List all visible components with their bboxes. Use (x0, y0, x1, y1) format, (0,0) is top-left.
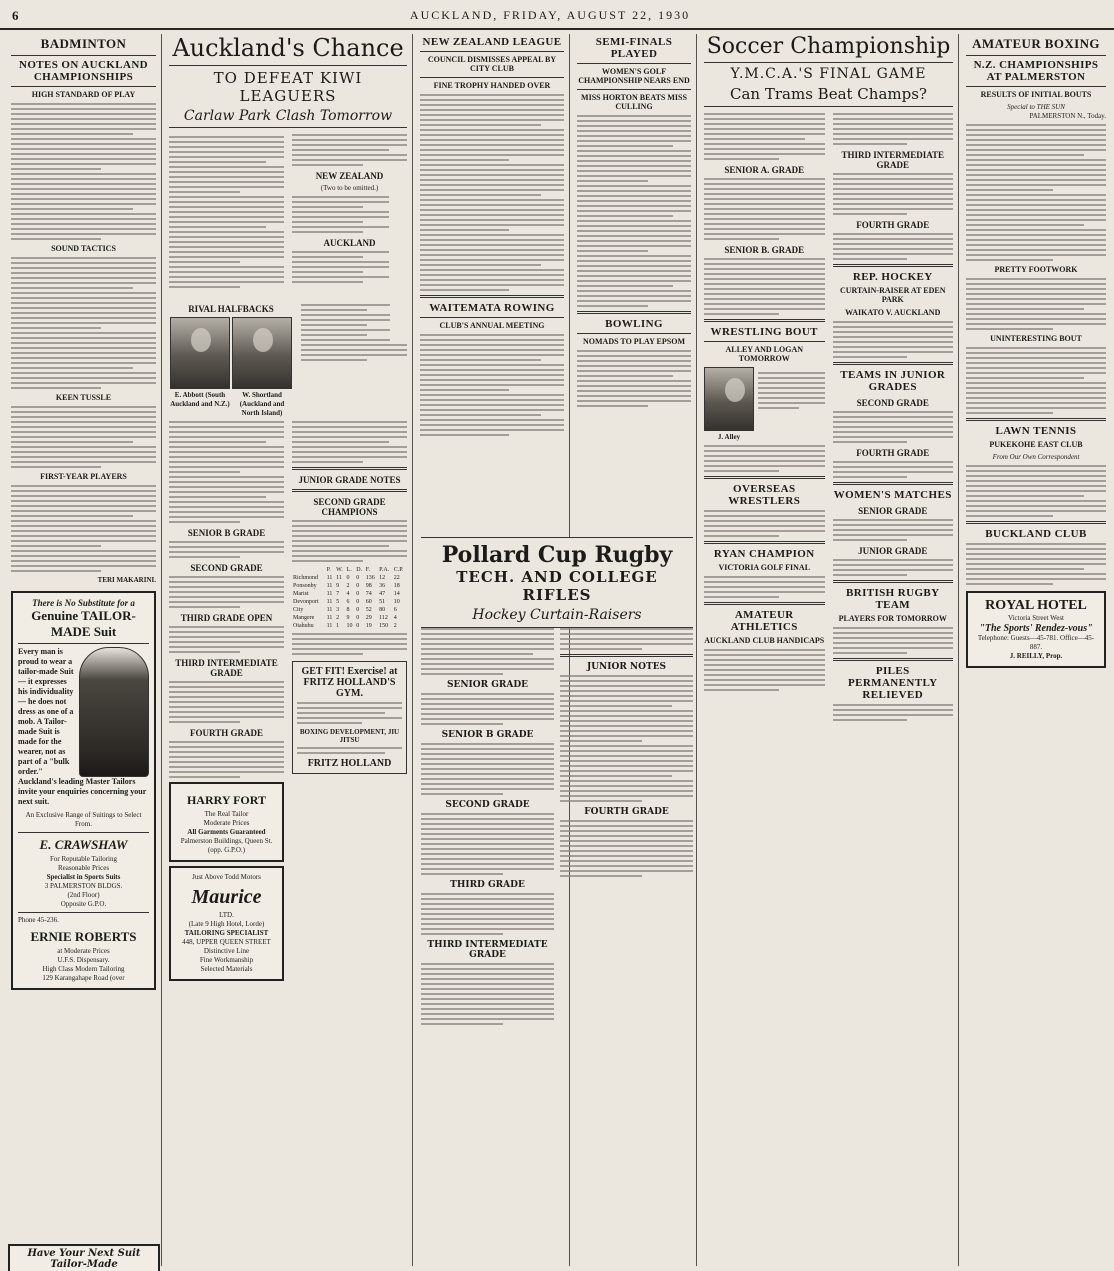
pollard-subtitle: TECH. AND COLLEGE RIFLES (456, 568, 658, 604)
article-body (704, 510, 825, 537)
nz-league-heading: NEW ZEALAND LEAGUE (422, 36, 562, 48)
results-cell: 11 (326, 575, 333, 581)
results-cell: 11 (326, 599, 333, 605)
rep-hockey-heading: REP. HOCKEY (852, 271, 933, 283)
pollard-junior-notes-heading: JUNIOR NOTES (586, 662, 667, 672)
keen-tussle-heading: KEEN TUSSLE (55, 393, 112, 402)
crawshaw-line: 3 PALMERSTON BLDGS. (44, 882, 123, 890)
bowling-subheading: NOMADS TO PLAY EPSOM (582, 337, 685, 346)
results-cell: 136 (365, 575, 375, 581)
results-cell: 150 (379, 623, 389, 629)
article-body (421, 743, 554, 795)
results-header-cell: P. (326, 567, 331, 573)
results-cell: 11 (326, 583, 333, 589)
royal-hotel-phone: Telephone: Guests—45-781. Office—45-887. (977, 634, 1095, 651)
results-cell: 29 (365, 615, 372, 621)
column-league (164, 34, 413, 1266)
results-row (292, 590, 407, 598)
royal-hotel-name: ROYAL HOTEL (985, 598, 1087, 613)
article-body (577, 115, 691, 307)
first-year-heading: FIRST-YEAR PLAYERS (40, 472, 127, 481)
results-cell: 11 (336, 575, 342, 581)
results-row (292, 614, 407, 622)
waitemata-heading: WAITEMATA ROWING (429, 302, 555, 314)
royal-hotel-ad (966, 591, 1106, 668)
results-cell: Ponsonby (293, 583, 317, 589)
fritz-holland-ad (292, 661, 407, 774)
article-body (833, 113, 954, 145)
results-cell: 9 (346, 615, 350, 621)
buckland-heading: BUCKLAND CLUB (985, 528, 1087, 540)
abbott-caption: E. Abbott (South Auckland and N.Z.) (170, 391, 230, 408)
maurice-line: Fine Workmanship (199, 956, 254, 964)
page-header (0, 0, 1114, 30)
page-number: 6 (12, 8, 19, 23)
article-body (833, 173, 954, 215)
badminton-subheading-2: HIGH STANDARD OF PLAY (31, 90, 136, 99)
jt-fourth-heading: FOURTH GRADE (856, 448, 930, 458)
nz-league-subheading-2: FINE TROPHY HANDED OVER (433, 81, 551, 90)
results-body (292, 574, 407, 630)
british-rugby-subheading: PLAYERS FOR TOMORROW (838, 614, 947, 623)
tailor-ad-title: There is No Substitute for a (32, 598, 135, 608)
results-cell: 0 (356, 623, 360, 629)
harry-line: The Real Tailor (204, 810, 249, 818)
article-body (560, 675, 693, 802)
results-cell: 9 (336, 583, 340, 589)
tailor-ad-range: An Exclusive Range of Suitings to Select From. (25, 811, 142, 828)
results-header-row (292, 566, 407, 574)
article-body (704, 258, 825, 315)
uninteresting-bout-heading: UNINTERESTING BOUT (990, 334, 1082, 343)
alley-photo (704, 367, 754, 431)
league-subtitle-2: Carlaw Park Clash Tomorrow (183, 108, 393, 124)
results-cell: 4 (346, 591, 350, 597)
article-body (421, 963, 554, 1025)
article-body (11, 103, 156, 240)
article-body (292, 421, 407, 463)
article-body (966, 543, 1106, 585)
article-body (966, 124, 1106, 261)
results-cell: 80 (379, 607, 386, 613)
pollard-senior-heading: SENIOR GRADE (446, 680, 529, 690)
suit-illustration (79, 647, 149, 777)
boxing-dateline: PALMERSTON N., Today. (1029, 112, 1106, 120)
ernie-line: High Class Modern Tailoring (42, 965, 125, 973)
results-cell: Richmond (293, 575, 318, 581)
team-nz-note: (Two to be omitted.) (320, 184, 379, 192)
results-cell: 11 (326, 615, 333, 621)
tailor-ad-body: Every man is proud to wear a tailor-made Suit — it expresses his individuality — he does not dress as one of a mob. A Tailor-made Suit is made for the wearer, not as part of a "bulk order." Auckland's leading Master Tailors invite your enquiries concerning your next suit. (18, 647, 147, 806)
results-row (292, 598, 407, 606)
article-body (704, 576, 825, 598)
results-cell: 8 (346, 607, 350, 613)
results-cell: 2 (393, 623, 397, 629)
maurice-line: (Late 9 High Hotel, Lorde) (188, 920, 265, 928)
fritz-name: FRITZ HOLLAND (307, 758, 392, 769)
column-badminton (6, 34, 162, 1266)
article-body (421, 628, 554, 675)
wm-senior-heading: SENIOR GRADE (858, 506, 928, 516)
article-body (421, 893, 554, 935)
results-header-cell: F. (365, 567, 371, 573)
soccer-title: Soccer Championship (706, 34, 951, 59)
junior-teams-heading: TEAMS IN JUNIOR GRADES (840, 369, 946, 393)
article-body (833, 559, 954, 576)
golf-heading: SEMI-FINALS PLAYED (595, 36, 673, 60)
column-soccer (699, 34, 959, 1266)
piles-heading: PILES PERMANENTLY RELIEVED (847, 665, 938, 701)
results-cell: Marist (293, 591, 309, 597)
pollard-cup-article (421, 537, 693, 628)
results-row (292, 606, 407, 614)
second-grade-heading: SECOND GRADE (190, 563, 263, 573)
article-body (833, 704, 954, 721)
league-subtitle: TO DEFEAT KIWI LEAGUERS (213, 69, 363, 105)
crawshaw-line: Specialist in Sports Suits (46, 873, 121, 881)
results-cell: 11 (326, 623, 333, 629)
ernie-line: 129 Karangahape Road (over (42, 974, 125, 982)
team-nz-heading: NEW ZEALAND (315, 171, 384, 181)
tailor-ad-title-2: Genuine TAILOR-MADE Suit (31, 608, 136, 639)
golf-subheading: WOMEN'S GOLF CHAMPIONSHIP NEARS END (578, 67, 690, 85)
maurice-name: Maurice (191, 886, 262, 908)
results-header-cell: C.P. (393, 567, 404, 573)
article-body (169, 576, 284, 608)
results-cell: 0 (356, 599, 360, 605)
article-body (292, 134, 407, 166)
third-grade-open-heading: THIRD GRADE OPEN (180, 613, 273, 623)
crawshaw-line: For Reputable Tailoring (49, 855, 118, 863)
maurice-tag: Just Above Todd Motors (192, 873, 261, 881)
article-body (420, 334, 564, 436)
junior-notes-heading: JUNIOR GRADE NOTES (298, 475, 401, 485)
results-cell: 74 (365, 591, 372, 597)
article-body (421, 693, 554, 725)
athletics-heading: AMATEUR ATHLETICS (730, 609, 798, 633)
ernie-phone: Phone 45-236. (18, 916, 59, 924)
article-body (704, 113, 825, 160)
tailor-ad (11, 591, 156, 990)
overseas-wrestlers-heading: OVERSEAS WRESTLERS (728, 483, 801, 507)
article-body (704, 178, 825, 240)
senior-a-heading: SENIOR A. GRADE (724, 165, 805, 175)
boxing-subheading-2: RESULTS OF INITIAL BOUTS (980, 90, 1092, 99)
article-body (169, 541, 284, 558)
crawshaw-name: E. CRAWSHAW (39, 837, 128, 852)
article-body (169, 421, 284, 523)
nz-league-subheading: COUNCIL DISMISSES APPEAL BY CITY CLUB (427, 55, 557, 73)
maurice-line: Distinctive Line (203, 947, 250, 955)
badminton-subheading: NOTES ON AUCKLAND CHAMPIONSHIPS (18, 59, 149, 83)
article-body (292, 520, 407, 562)
results-cell: City (293, 607, 304, 613)
fritz-title: GET FIT! Exercise! at FRITZ HOLLAND'S GYM. (301, 666, 398, 699)
team-list (292, 251, 407, 283)
third-intermediate-heading: THIRD INTERMEDIATE GRADE (175, 658, 278, 678)
ryan-champion-heading: RYAN CHAMPION (713, 548, 815, 560)
article-body (833, 411, 954, 443)
results-cell: 36 (379, 583, 386, 589)
results-table (292, 566, 407, 630)
results-cell: Otahuhu (293, 623, 314, 629)
jt-second-heading: SECOND GRADE (856, 398, 929, 408)
results-cell: 51 (379, 599, 386, 605)
fritz-line: BOXING DEVELOPMENT, JIU JITSU (299, 728, 400, 744)
harry-fort-name: HARRY FORT (186, 793, 267, 807)
maurice-line: LTD. (219, 911, 234, 919)
results-cell: 10 (346, 623, 353, 629)
royal-hotel-tag: "The Sports' Rendez-vous" (979, 623, 1093, 634)
results-cell: 4 (393, 615, 397, 621)
results-cell: 3 (336, 607, 340, 613)
article-body (966, 465, 1106, 517)
results-header-cell: D. (356, 567, 363, 573)
ernie-name: ERNIE ROBERTS (30, 929, 137, 944)
golf-subheading-2: MISS HORTON BEATS MISS CULLING (581, 93, 687, 111)
article-body (11, 485, 156, 572)
pretty-footwork-heading: PRETTY FOOTWORK (994, 265, 1078, 274)
results-header-cell (292, 566, 326, 574)
shortland-caption: W. Shortland (Auckland and North Island) (239, 391, 285, 417)
royal-hotel-owner: J. REILLY, Prop. (1009, 652, 1063, 660)
article-body (169, 626, 284, 653)
ryan-subheading: VICTORIA GOLF FINAL (718, 563, 811, 572)
tailor-ad-footer: Have Your Next Suit Tailor-Made (8, 1244, 160, 1271)
results-cell: 98 (365, 583, 372, 589)
rep-hockey-subheading: CURTAIN-RAISER AT EDEN PARK (839, 286, 946, 304)
waitemata-subheading: CLUB'S ANNUAL MEETING (439, 321, 545, 330)
article-body (421, 813, 554, 875)
results-cell: 47 (379, 591, 386, 597)
fourth-soccer-heading: FOURTH GRADE (856, 220, 930, 230)
results-cell: 11 (326, 607, 333, 613)
boxing-heading: AMATEUR BOXING (972, 36, 1100, 51)
results-cell: 0 (346, 575, 350, 581)
results-cell: 18 (393, 583, 400, 589)
maurice-line: 448, UPPER QUEEN STREET (182, 938, 271, 946)
results-cell: 1 (336, 623, 340, 629)
ernie-line: at Moderate Prices (57, 947, 110, 955)
rep-hockey-subheading-2: WAIKATO V. AUCKLAND (845, 308, 941, 317)
results-cell: 0 (356, 591, 360, 597)
crawshaw-line: Opposite G.P.O. (60, 900, 107, 908)
lawn-tennis-heading: LAWN TENNIS (995, 425, 1077, 437)
article-body (292, 633, 407, 655)
team-list (301, 301, 407, 414)
results-cell: 112 (379, 615, 388, 621)
results-header-cell: W. (336, 567, 343, 573)
article-body (169, 133, 284, 291)
harry-line: Moderate Prices (203, 819, 250, 827)
article-body (704, 445, 825, 472)
results-cell: 0 (356, 607, 360, 613)
soccer-subtitle: Y.M.C.A.'S FINAL GAME (730, 66, 927, 82)
own-correspondent: From Our Own Correspondent (992, 453, 1080, 461)
soccer-subtitle-2: Can Trams Beat Champs? (730, 85, 927, 103)
results-cell: 11 (326, 591, 333, 597)
pollard-subtitle-2: Hockey Curtain-Raisers (472, 607, 642, 623)
results-cell: 19 (365, 623, 372, 629)
masthead: AUCKLAND, FRIDAY, AUGUST 22, 1930 (409, 8, 691, 22)
results-row (292, 582, 407, 590)
senior-b-soccer-heading: SENIOR B. GRADE (724, 245, 805, 255)
wm-junior-heading: JUNIOR GRADE (858, 546, 928, 556)
results-cell: 2 (336, 615, 340, 621)
pollard-fourth-heading: FOURTH GRADE (584, 807, 669, 817)
womens-matches-heading: WOMEN'S MATCHES (833, 489, 952, 501)
article-body (169, 681, 284, 723)
results-cell: 5 (336, 599, 340, 605)
article-body (758, 369, 825, 438)
league-title: Auckland's Chance (172, 34, 404, 62)
article-body (11, 406, 156, 468)
results-cell: 0 (356, 575, 360, 581)
article-body (833, 233, 954, 260)
harry-line: All Garments Guaranteed (187, 828, 266, 836)
article-body (966, 278, 1106, 330)
abbott-photo (170, 317, 230, 389)
maurice-line: TAILORING SPECIALIST (184, 929, 269, 937)
crawshaw-line: (2nd Floor) (67, 891, 100, 899)
maurice-line: Selected Materials (200, 965, 253, 973)
pollard-third-inter-heading: THIRD INTERMEDIATE GRADE (427, 940, 548, 960)
results-cell: 0 (356, 583, 360, 589)
special-to-sun: Special to THE SUN (1007, 103, 1065, 111)
senior-b-heading: SENIOR B GRADE (187, 528, 266, 538)
pollard-second-heading: SECOND GRADE (445, 800, 530, 810)
results-cell: 52 (365, 607, 372, 613)
column-boxing (961, 34, 1111, 1266)
results-cell: 2 (346, 583, 350, 589)
wrestling-heading: WRESTLING BOUT (710, 326, 818, 338)
article-body (966, 347, 1106, 414)
results-cell: Mangere (293, 615, 315, 621)
sound-tactics-heading: SOUND TACTICS (51, 244, 116, 253)
wrestling-subheading: ALLEY AND LOGAN TOMORROW (725, 345, 803, 363)
article-body (577, 350, 691, 407)
results-cell: 22 (393, 575, 400, 581)
results-cell: Devonport (293, 599, 319, 605)
results-cell: 12 (379, 575, 386, 581)
alley-caption: J. Alley (717, 433, 741, 441)
second-grade-champions-heading: SECOND GRADE CHAMPIONS (313, 497, 386, 517)
british-rugby-heading: BRITISH RUGBY TEAM (845, 587, 940, 611)
crawshaw-line: Reasonable Prices (57, 864, 110, 872)
results-row (292, 574, 407, 582)
results-cell: 6 (346, 599, 350, 605)
article-body (420, 94, 564, 291)
team-list (292, 196, 407, 233)
results-cell: 60 (365, 599, 372, 605)
results-cell: 0 (356, 615, 360, 621)
results-header-cell: P.A. (379, 567, 390, 573)
harry-line: Palmerston Buildings, Queen St. (180, 837, 273, 845)
results-header-cell: L. (346, 567, 352, 573)
results-cell: 10 (393, 599, 400, 605)
fourth-grade-heading: FOURTH GRADE (190, 728, 263, 738)
third-intermediate-soccer-heading: THIRD INTERMEDIATE GRADE (841, 150, 945, 170)
pollard-third-heading: THIRD GRADE (450, 880, 525, 890)
results-cell: 14 (393, 591, 400, 597)
bowling-heading: BOWLING (605, 318, 663, 330)
athletics-subheading: AUCKLAND CLUB HANDICAPS (704, 636, 825, 645)
pollard-body (421, 625, 693, 1265)
results-cell: 6 (393, 607, 397, 613)
article-body (833, 461, 954, 478)
badminton-heading: BADMINTON (40, 36, 127, 51)
shortland-photo (232, 317, 292, 389)
team-auckland-heading: AUCKLAND (323, 238, 376, 248)
lawn-tennis-subheading: PUKEKOHE EAST CLUB (989, 440, 1083, 449)
article-body (833, 321, 954, 358)
rival-halfbacks-heading: RIVAL HALFBACKS (188, 304, 274, 314)
results-row (292, 622, 407, 630)
article-body (169, 741, 284, 778)
article-body (560, 628, 693, 650)
article-body (833, 627, 954, 654)
harry-line: (opp. G.P.O.) (207, 846, 246, 854)
pollard-title: Pollard Cup Rugby (441, 542, 673, 568)
article-body (833, 519, 954, 541)
article-body (560, 820, 693, 877)
pollard-senior-b-heading: SENIOR B GRADE (441, 730, 534, 740)
royal-hotel-street: Victoria Street West (1007, 614, 1065, 622)
ernie-line: U.F.S. Dispensary. (57, 956, 110, 964)
byline: TERI MAKARINI. (97, 576, 156, 584)
article-body (704, 649, 825, 691)
article-body (11, 257, 156, 389)
boxing-subheading: N.Z. CHAMPIONSHIPS AT PALMERSTON (973, 59, 1099, 83)
results-cell: 7 (336, 591, 340, 597)
